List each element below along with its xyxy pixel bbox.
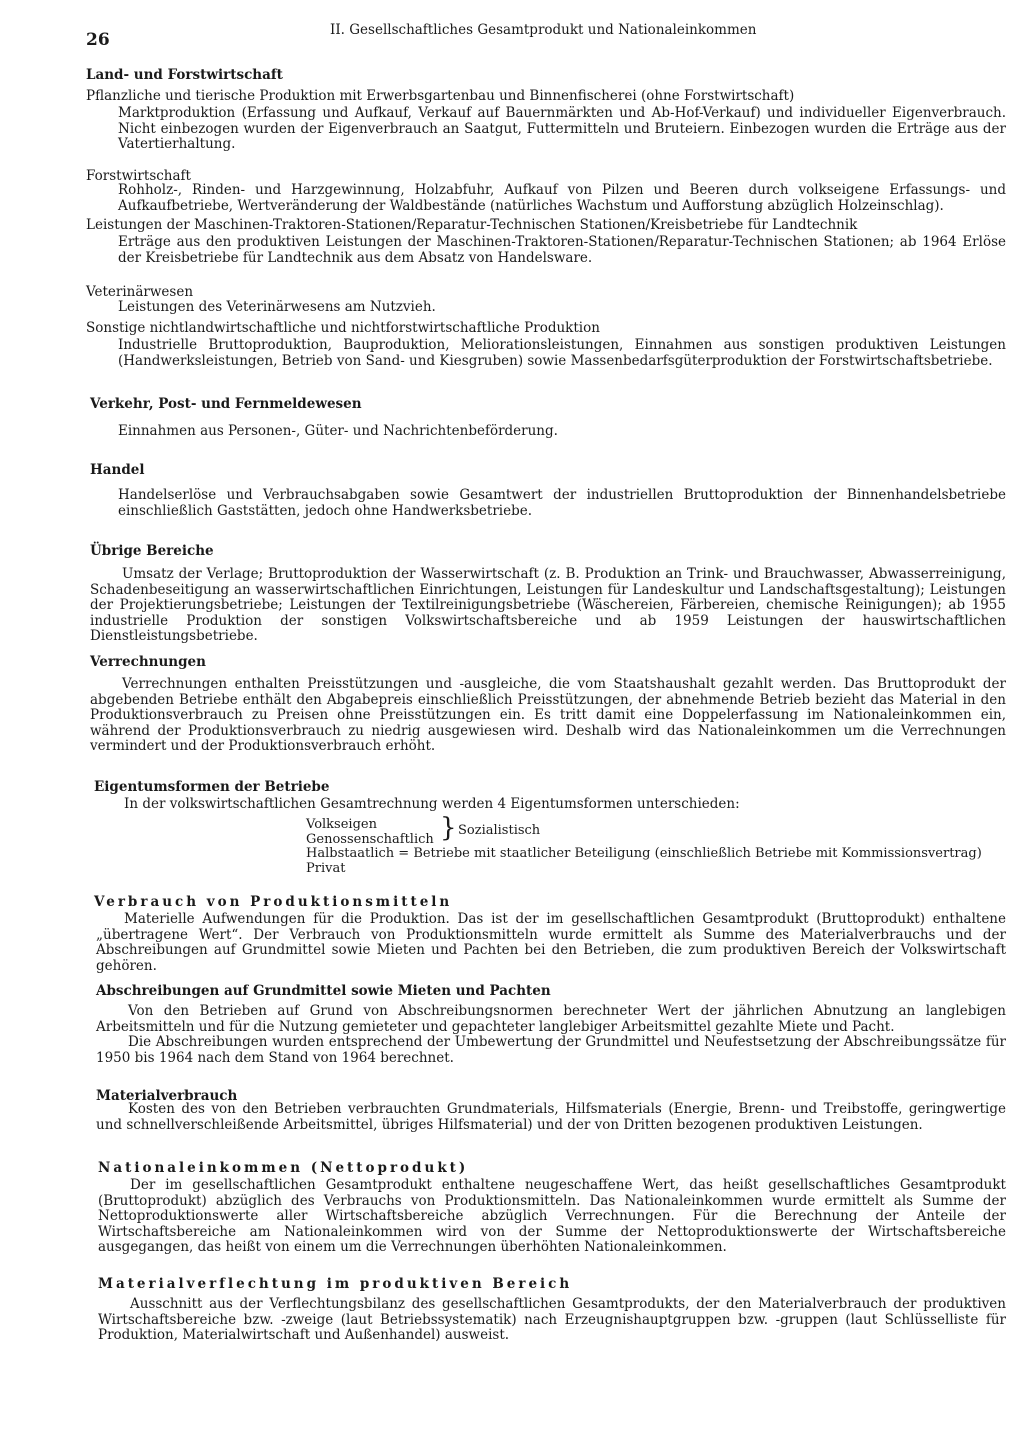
- section-heading-verrechnungen: Verrechnungen: [90, 654, 206, 670]
- ownership-sozialistisch: Sozialistisch: [458, 823, 541, 838]
- paragraph-mts: Erträge aus den produktiven Leistungen der Maschinen-Traktoren-Stationen/Reparatur-Technischen Stationen; ab 1964 Erlöse der Kreisbetriebe für Landtechnik aus dem Absatz von Handelsware.: [118, 234, 1006, 266]
- ownership-privat: Privat: [306, 860, 346, 876]
- ownership-volkseigen: Volkseigen: [306, 817, 377, 832]
- paragraph-verrechnungen: Verrechnungen enthalten Preisstützungen und -ausgleiche, die vom Staatshaushalt gezahlt werden. Das Bruttoprodukt der abgebenden Betriebe enthält den Abgabepreis einschließlich Preisstützungen, der abnehmende Betrieb bezieht das Material in den Produktionsverbrauch zu Preisen ohne Preisstützungen ein. Es tritt damit eine Doppelerfassung im Nationaleinkommen ein, während der Produktionsverbrauch zu niedrig ausgewiesen wird. Deshalb wird das Nationaleinkommen um die Verrechnungen vermindert und der Produktionsverbrauch erhöht.: [90, 676, 1006, 754]
- section-heading-eigentum: Eigentumsformen der Betriebe: [94, 779, 330, 795]
- subheading-forstwirtschaft: Forstwirtschaft: [86, 168, 191, 184]
- ownership-list: [306, 818, 982, 876]
- section-heading-verkehr: Verkehr, Post- und Fernmeldewesen: [90, 396, 362, 412]
- paragraph-abschreibungen-2: Die Abschreibungen wurden entsprechend der Umbewertung der Grundmittel und Neufestsetzung der Abschreibungssätze für 1950 bis 1964 nach dem Stand von 1964 berechnet.: [96, 1034, 1006, 1066]
- section-heading-national: Nationaleinkommen (Nettoprodukt): [98, 1160, 469, 1176]
- section-heading-handel: Handel: [90, 462, 145, 478]
- paragraph-verkehr: Einnahmen aus Personen-, Güter- und Nachrichtenbeförderung.: [118, 423, 558, 439]
- paragraph-national: Der im gesellschaftlichen Gesamtprodukt enthaltene neugeschaffene Wert, das heißt gesellschaftliches Gesamtprodukt (Bruttoprodukt) abzüglich des Verbrauchs von Produktionsmitteln. Das Nationaleinkommen wurde ermittelt als Summe der Nettoproduktionswerte aller Wirtschaftsbereiche abzüglich Verrechnungen. Für die Berechnung der Anteile der Wirtschaftsbereiche am Nationaleinkommen wird von der Summe der Nettoproduktionswerte der Wirtschaftsbereiche ausgegangen, das heißt von einem um die Verrechnungen überhöhten Nationaleinkommen.: [98, 1177, 1006, 1255]
- paragraph-uebrige: Umsatz der Verlage; Bruttoproduktion der Wasserwirtschaft (z. B. Produktion an Trink- und Brauchwasser, Abwasserreinigung, Schadenbeseitigung an wasserwirtschaftlichen Einrichtungen, Leistungen für Landeskultur und Landschaftsgestaltung); Leistungen der Projektierungsbetriebe; Leistungen der Textilreinigungsbetriebe (Wäschereien, Färbereien, chemische Reinigungen); ab 1955 industrielle Produktion der sonstigen Volkswirtschaftsbereiche und ab 1959 Leistungen der hauswirtschaftlichen Dienstleistungsbetriebe.: [90, 566, 1006, 644]
- paragraph-marktproduktion: Marktproduktion (Erfassung und Aufkauf, Verkauf auf Bauernmärkten und Ab-Hof-Verkauf) und individueller Eigenverbrauch. Nicht einbezogen wurden der Eigenverbrauch an Saatgut, Futtermitteln und Bruteiern. Einbezogen wurden die Erträge aus der Vatertierhaltung.: [118, 105, 1006, 152]
- subheading-veterinaerwesen: Veterinärwesen: [86, 284, 194, 300]
- subheading-pflanzliche: Pflanzliche und tierische Produktion mit Erwerbsgartenbau und Binnenfischerei (ohne Forstwirtschaft): [86, 88, 795, 104]
- ownership-halbstaatlich: Halbstaatlich = Betriebe mit staatlicher Beteiligung (einschließlich Betriebe mit Kommissionsvertrag): [306, 846, 982, 861]
- page-number: 26: [86, 30, 110, 50]
- sozialistisch-group: [458, 824, 540, 839]
- paragraph-veterinaerwesen: Leistungen des Veterinärwesens am Nutzvieh.: [118, 299, 436, 315]
- paragraph-forstwirtschaft: Rohholz-, Rinden- und Harzgewinnung, Holzabfuhr, Aufkauf von Pilzen und Beeren durch volkseigene Erfassungs- und Aufkaufbetriebe, Wertveränderung der Waldbestände (natürliches Wachstum und Aufforstung abzüglich Holzeinschlag).: [118, 182, 1006, 214]
- section-heading-verbrauch: Verbrauch von Produktionsmitteln: [94, 894, 453, 910]
- section-heading-uebrige: Übrige Bereiche: [90, 543, 214, 559]
- brace-symbol: }: [440, 813, 457, 843]
- paragraph-sonstige: Industrielle Bruttoproduktion, Bauproduktion, Meliorationsleistungen, Einnahmen aus sonstigen produktiven Leistungen (Handwerksleistungen, Betrieb von Sand- und Kiesgruben) sowie Massenbedarfsgüterproduktion der Forstwirtschaftsbetriebe.: [118, 337, 1006, 369]
- subheading-mts: Leistungen der Maschinen-Traktoren-Stationen/Reparatur-Technischen Stationen/Kreisbetriebe für Landtechnik: [86, 217, 858, 233]
- ownership-genossenschaftlich: Genossenschaftlich: [306, 831, 434, 847]
- paragraph-handel: Handelserlöse und Verbrauchsabgaben sowie Gesamtwert der industriellen Bruttoproduktion der Binnenhandelsbetriebe einschließlich Gaststätten, jedoch ohne Handwerksbetriebe.: [118, 487, 1006, 519]
- paragraph-eigentum: In der volkswirtschaftlichen Gesamtrechnung werden 4 Eigentumsformen unterschieden:: [124, 796, 740, 812]
- section-heading-material: Materialverbrauch: [96, 1088, 238, 1104]
- running-header: II. Gesellschaftliches Gesamtprodukt und Nationaleinkommen: [330, 22, 757, 38]
- section-heading-verflechtung: Materialverflechtung im produktiven Bereich: [98, 1276, 573, 1292]
- paragraph-verbrauch: Materielle Aufwendungen für die Produktion. Das ist der im gesellschaftlichen Gesamtprodukt (Bruttoprodukt) enthaltene „übertragene Wert“. Der Verbrauch von Produktionsmitteln wurde ermittelt als Summe des Materialverbrauchs und der Abschreibungen auf Grundmittel sowie Mieten und Pachten bei den Betrieben, die zum produktiven Bereich der Volkswirtschaft gehören.: [96, 911, 1006, 974]
- section-heading-abschreibungen: Abschreibungen auf Grundmittel sowie Mieten und Pachten: [96, 983, 551, 999]
- paragraph-verflechtung: Ausschnitt aus der Verflechtungsbilanz des gesellschaftlichen Gesamtprodukts, der den Materialverbrauch der produktiven Wirtschaftsbereiche bzw. -zweige (laut Betriebssystematik) nach Erzeugnishauptgruppen bzw. -gruppen (laut Schlüsselliste für Produktion, Materialwirtschaft und Außenhandel) ausweist.: [98, 1296, 1006, 1343]
- section-heading-land: Land- und Forstwirtschaft: [86, 67, 283, 83]
- paragraph-material: Kosten des von den Betrieben verbrauchten Grundmaterials, Hilfsmaterials (Energie, Brenn- und Treibstoffe, geringwertige und schnellverschleißende Arbeitsmittel, übriges Hilfsmaterial) und der von Dritten bezogenen produktiven Leistungen.: [96, 1101, 1006, 1133]
- subheading-sonstige: Sonstige nichtlandwirtschaftliche und nichtforstwirtschaftliche Produktion: [86, 320, 600, 336]
- paragraph-abschreibungen-1: Von den Betrieben auf Grund von Abschreibungsnormen berechneter Wert der jährlichen Abnutzung an langlebigen Arbeitsmitteln und für die Nutzung gemieteter und gepachteter langlebiger Arbeitsmittel gezahlte Miete und Pacht.: [96, 1003, 1006, 1035]
